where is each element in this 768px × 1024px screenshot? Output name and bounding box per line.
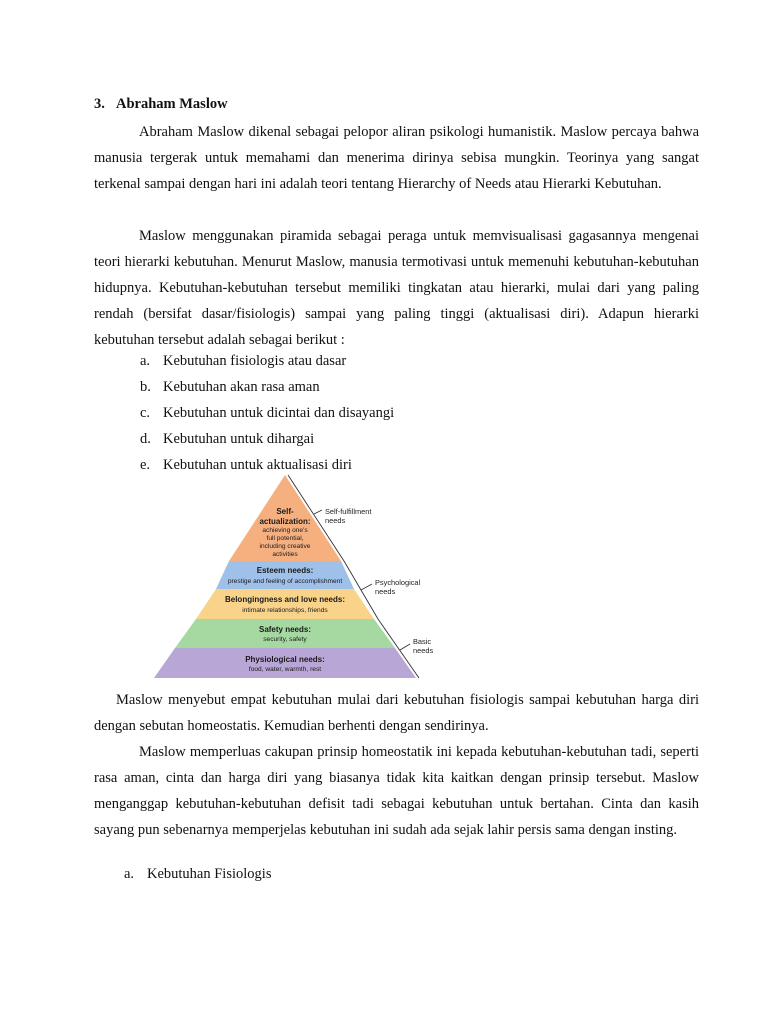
list-item: c. Kebutuhan untuk dicintai dan disayangi <box>140 405 395 421</box>
paragraph-homeostatik: Maslow memperluas cakupan prinsip homeostatik ini kepada kebutuhan-kebutuhan tadi, seperti rasa aman, cinta dan harga diri yang biasanya tidak kita kaitkan dengan prinsip tersebut. Maslow menganggap kebutuhan-kebutuhan defisit tadi sebagai kebutuhan untuk bertahan. Cinta dan kasih sayang pun sebenarnya memperjelas kebutuhan ini sudah ada sejak lahir persis sama dengan insting. <box>94 744 699 838</box>
list-item: e. Kebutuhan untuk aktualisasi diri <box>140 457 352 473</box>
esteem-title: Esteem needs: <box>256 566 314 575</box>
self-actualization-sub-1: achieving one's <box>262 527 308 534</box>
belonging-sub: intimate relationships, friends <box>242 607 328 614</box>
section-title: Abraham Maslow <box>116 96 228 112</box>
side-label-basic-2: needs <box>413 646 434 655</box>
side-label-psychological-2: needs <box>375 587 396 596</box>
self-actualization-title-2: actualization: <box>259 517 311 526</box>
safety-sub: security, safety <box>263 636 307 643</box>
esteem-sub: prestige and feeling of accomplishment <box>227 578 343 585</box>
side-label-self-fulfillment-1: Self-fulfillment <box>325 507 372 516</box>
list-item: a. Kebutuhan fisiologis atau dasar <box>140 353 347 369</box>
pyramid-level-belonging <box>196 589 374 619</box>
maslow-pyramid-figure <box>140 472 440 682</box>
paragraph-intro: Abraham Maslow dikenal sebagai pelopor aliran psikologi humanistik. Maslow percaya bahwa manusia tergerak untuk memahami dan menerima dirinya sebisa mungkin. Teorinya yang sangat terkenal sampai dengan hari ini adalah teori tentang Hierarchy of Needs atau Hierarki Kebutuhan. <box>94 124 699 192</box>
list-item: d. Kebutuhan untuk dihargai <box>140 431 315 447</box>
belonging-title: Belongingness and love needs: <box>224 595 346 604</box>
side-label-self-fulfillment-2: needs <box>325 516 346 525</box>
section-number: 3. <box>94 96 105 112</box>
side-label-psychological-1: Psychological <box>375 578 421 587</box>
self-actualization-sub-3: including creative <box>259 543 311 550</box>
physiological-title: Physiological needs: <box>245 655 325 664</box>
self-actualization-title-1: Self- <box>276 507 294 516</box>
physiological-sub: food, water, warmth, rest <box>248 666 322 673</box>
self-actualization-sub-2: full potential, <box>266 535 304 542</box>
list-item: b. Kebutuhan akan rasa aman <box>140 379 320 395</box>
section-heading <box>94 96 228 113</box>
needs-list <box>140 348 394 478</box>
side-label-basic-1: Basic <box>413 637 432 646</box>
safety-title: Safety needs: <box>258 625 312 634</box>
self-actualization-sub-4: activities <box>272 551 298 558</box>
paragraph-homeostatis: Maslow menyebut empat kebutuhan mulai dari kebutuhan fisiologis sampai kebutuhan harga diri dengan sebutan homeostatis. Kemudian berhenti dengan sendirinya. <box>94 692 699 734</box>
subheading-fisiologis: a. Kebutuhan Fisiologis <box>124 866 272 882</box>
paragraph-pyramid-intro: Maslow menggunakan piramida sebagai peraga untuk memvisualisasi gagasannya mengenai teori hierarki kebutuhan. Menurut Maslow, manusia termotivasi untuk memenuhi kebutuhan-kebutuhan hidupnya. Kebutuhan-kebutuhan tersebut memiliki tingkatan atau hierarki, mulai dari yang paling rendah (bersifat dasar/fisiologis) sampai yang paling tinggi (aktualisasi diri). Adapun hierarki kebutuhan tersebut adalah sebagai berikut : <box>94 228 699 348</box>
